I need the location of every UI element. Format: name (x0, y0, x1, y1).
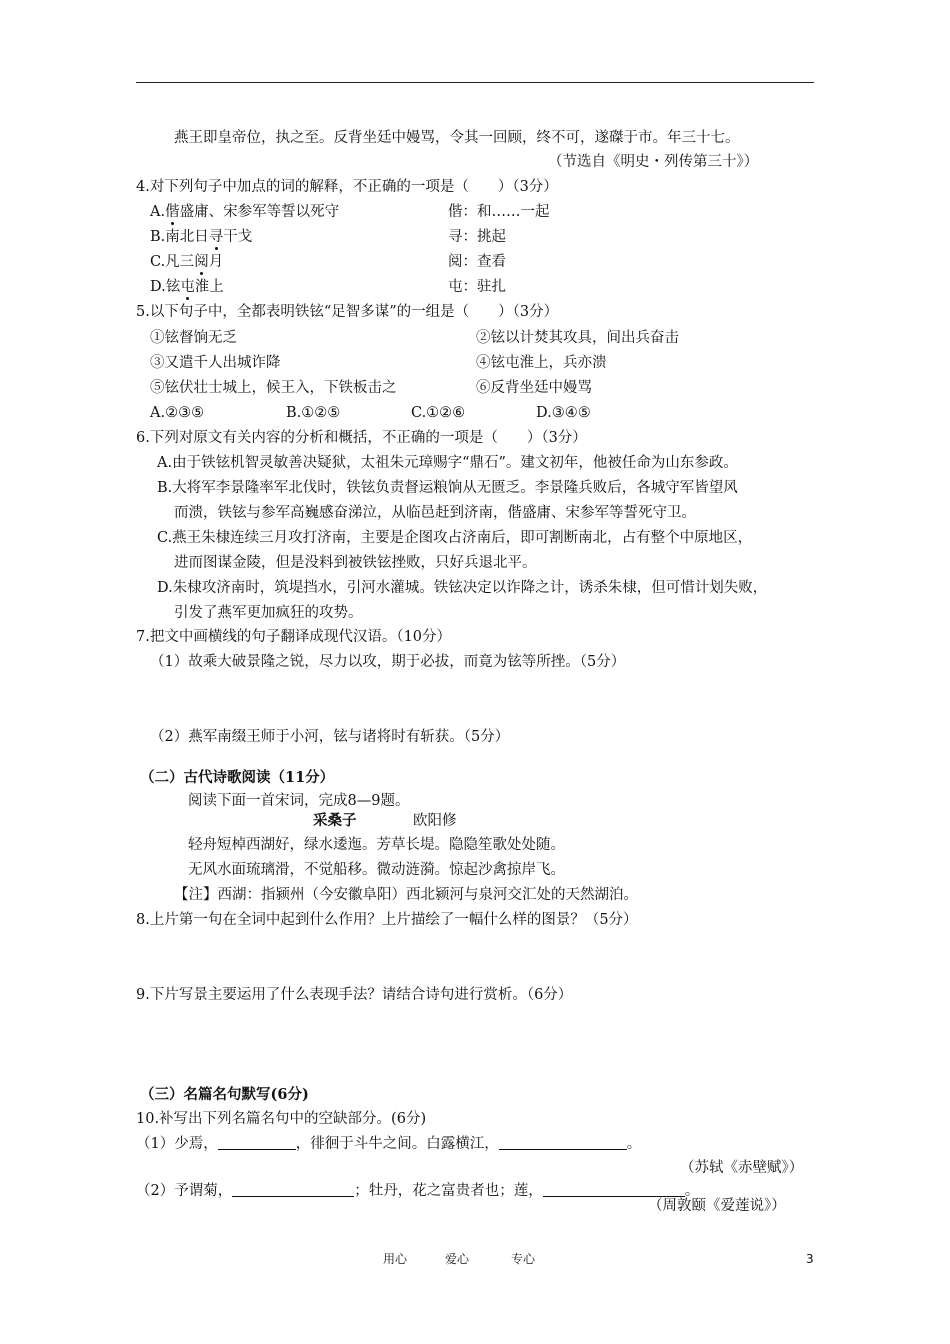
footer-word: 专心 (511, 1252, 536, 1266)
section-2-heading: （二）古代诗歌阅读（11分） (140, 769, 335, 786)
q4-option-b: B.南北日寻干戈 (150, 229, 253, 245)
q10-source-1: （苏轼《赤壁赋》） (680, 1160, 804, 1176)
poem-line: 无风水面琉璃滑，不觉船移。微动涟漪。惊起沙禽掠岸飞。 (188, 862, 565, 878)
page-number: 3 (806, 1252, 814, 1266)
passage-line: 燕王即皇帝位，执之至。反背坐廷中嫚骂，令其一回顾，终不可，遂磔于市。年三十七。 (174, 130, 740, 146)
dotted-word: 阅 (194, 254, 209, 270)
q10-stem: 10.补写出下列名篇名句中的空缺部分。(6分) (136, 1111, 427, 1127)
poem-line: 轻舟短棹西湖好，绿水逶迤。芳草长堤。隐隐笙歌处处随。 (188, 837, 565, 853)
q5-item-1: ①铉督饷无乏 (150, 330, 237, 346)
q4-gloss-b: 寻：挑起 (448, 229, 506, 245)
q6-line: 引发了燕军更加疯狂的攻势。 (174, 605, 363, 621)
dotted-word: 屯 (180, 279, 195, 295)
answer-blank[interactable] (218, 1135, 296, 1150)
q5-choice-d: D.③④⑤ (536, 405, 591, 421)
q7-sentence-2: （2）燕军南缀王师于小河，铉与诸将时有斩获。（5分） (150, 729, 510, 745)
q4-gloss-c: 阅：查看 (448, 254, 506, 270)
q6-line: 而溃，铁铉与参军高巍感奋涕泣，从临邑赶到济南，偕盛庸、宋参军等誓死守卫。 (174, 505, 696, 521)
section-2-instruction: 阅读下面一首宋词，完成8—9题。 (188, 793, 410, 809)
q6-line: 进而图谋金陵，但是没料到被铁铉挫败，只好兵退北平。 (174, 555, 537, 571)
q5-item-4: ④铉屯淮上，兵亦溃 (476, 355, 607, 371)
q5-stem: 5.以下句子中，全都表明铁铉“足智多谋”的一组是（ ）（3分） (136, 304, 559, 320)
answer-blank[interactable] (543, 1182, 685, 1197)
q10-source-2: （周敦颐《爱莲说》） (648, 1198, 786, 1214)
header-rule (136, 82, 814, 83)
q4-option-d: D.铉屯淮上 (150, 279, 224, 295)
poem-title: 采桑子 (313, 812, 357, 829)
q5-item-3: ③又遣千人出城诈降 (150, 355, 281, 371)
q4-stem: 4.对下列句子中加点的词的解释，不正确的一项是（ ）（3分） (136, 179, 558, 195)
q6-line: D.朱棣攻济南时，筑堤挡水，引河水灌城。铁铉决定以诈降之计，诱杀朱棣，但可惜计划失败， (157, 580, 768, 596)
q10-line-2: （2）予谓菊， ；牡丹，花之富贵者也；莲， 。 (136, 1183, 700, 1199)
q5-choice-c: C.①②⑥ (411, 405, 466, 421)
footer-word: 用心 (383, 1252, 408, 1266)
q5-choice-b: B.①②⑤ (286, 405, 341, 421)
answer-blank[interactable] (499, 1135, 627, 1150)
q5-item-5: ⑤铉伏壮士城上，候王入，下铁板击之 (150, 380, 397, 396)
q5-item-6: ⑥反背坐廷中嫚骂 (476, 380, 592, 396)
q7-stem: 7.把文中画横线的句子翻译成现代汉语。（10分） (136, 629, 452, 645)
poem-author: 欧阳修 (413, 813, 457, 829)
answer-blank[interactable] (232, 1182, 354, 1197)
q8: 8.上片第一句在全词中起到什么作用？上片描绘了一幅什么样的图景？（5分） (136, 912, 638, 928)
q6-line: B.大将军李景隆率军北伐时，铁铉负责督运粮饷从无匮乏。李景隆兵败后，各城守军皆望风 (157, 480, 738, 496)
poem-note: 【注】西湖：指颍州（今安徽阜阳）西北颍河与泉河交汇处的天然湖泊。 (174, 887, 638, 903)
q6-line: C.燕王朱棣连续三月攻打济南，主要是企图攻占济南后，即可割断南北，占有整个中原地区， (157, 530, 753, 546)
dotted-word: 寻 (208, 229, 224, 245)
q4-gloss-a: 偕：和……一起 (448, 204, 550, 220)
passage-source: （节选自《明史・列传第三十》） (548, 154, 759, 170)
q6-stem: 6.下列对原文有关内容的分析和概括，不正确的一项是（ ）（3分） (136, 430, 587, 446)
footer-word: 爱心 (445, 1252, 470, 1266)
q4-option-a: A.偕盛庸、宋参军等誓以死守 (150, 204, 340, 220)
q7-sentence-1: （1）故乘大破景隆之锐，尽力以攻，期于必拔，而竟为铉等所挫。（5分） (150, 654, 626, 670)
section-3-heading: （三）名篇名句默写(6分) (140, 1086, 309, 1103)
q10-line-1: （1）少焉， ，徘徊于斗牛之间。白露横江， 。 (136, 1136, 642, 1152)
q6-line: A.由于铁铉机智灵敏善决疑狱，太祖朱元璋赐字“鼎石”。建文初年，他被任命为山东参政。 (157, 455, 738, 471)
q4-gloss-d: 屯：驻扎 (448, 279, 506, 295)
q9: 9.下片写景主要运用了什么表现手法？请结合诗句进行赏析。（6分） (136, 987, 573, 1003)
dotted-word: 偕 (165, 204, 180, 220)
q4-option-c: C.凡三阅月 (150, 254, 224, 270)
q5-item-2: ②铉以计焚其攻具，间出兵奋击 (476, 330, 679, 346)
q5-choice-a: A.②③⑤ (150, 405, 205, 421)
